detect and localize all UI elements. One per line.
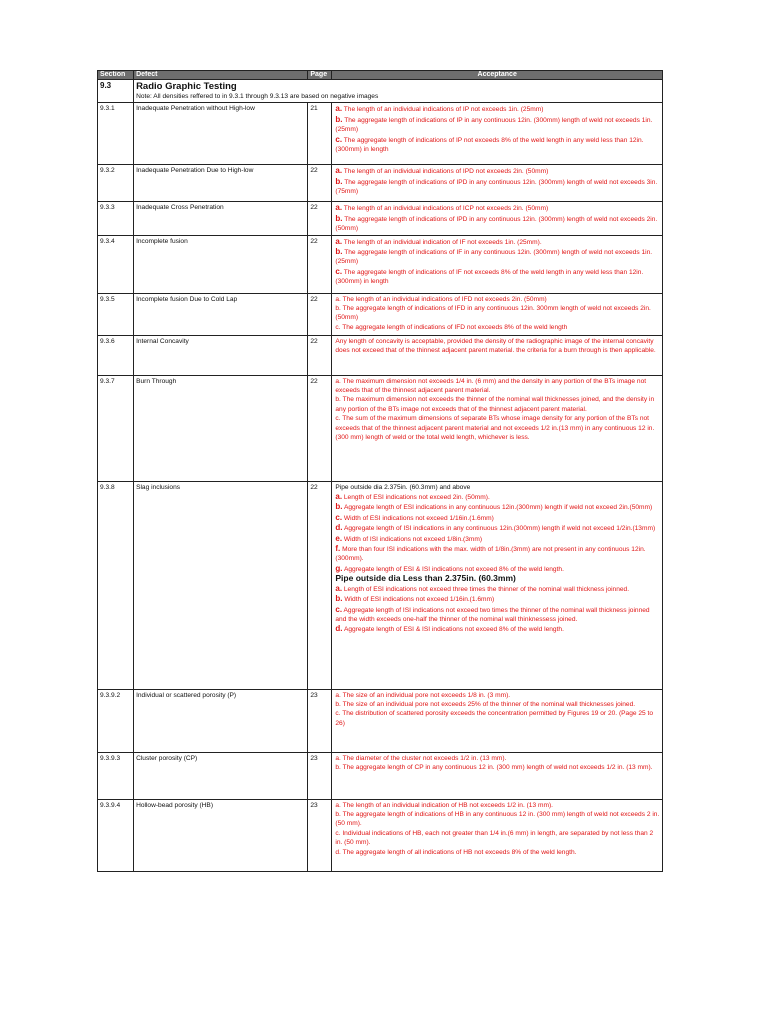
acceptance-criteria [332, 752, 663, 799]
acceptance-criteria [332, 235, 663, 293]
criteria-text: d. The aggregate length of all indications of HB not exceeds 8% of the weld length. [335, 848, 577, 856]
section-number: 9.3.9.3 [98, 752, 134, 799]
section-number: 9.3.3 [98, 202, 134, 235]
criteria-text: c. The distribution of scattered porosity exceeds the concentration permitted by Figures 19 or 20. (Page 25 to 26) [335, 710, 654, 727]
page-number: 22 [308, 293, 332, 335]
criteria-line [335, 337, 660, 356]
defect-name: Cluster porosity (CP) [134, 752, 308, 799]
acceptance-criteria [332, 293, 663, 335]
section-number: 9.3.8 [98, 481, 134, 689]
intro-cell [134, 80, 663, 103]
criteria-letter: a. [335, 236, 343, 246]
criteria-letter: b. [335, 114, 343, 124]
criteria-letter: e. [335, 533, 343, 543]
criteria-letter: c. [335, 512, 343, 522]
criteria-text: Width of ISI indications not exceed 1/8in.(3mm) [342, 535, 483, 543]
header-row [98, 71, 663, 80]
criteria-line [335, 523, 660, 533]
criteria-letter: b. [335, 247, 343, 257]
header-defect: Defect [134, 71, 308, 80]
criteria-letter: c. [335, 134, 343, 144]
criteria-text: The aggregate length of indications of IF in any continuous 12in. (300mm) length of weld not exceeds 1in. (25mm) [335, 249, 653, 266]
criteria-letter: a. [335, 166, 343, 176]
defect-name: Inadequate Penetration without High-low [134, 103, 308, 165]
criteria-line [335, 763, 660, 772]
page-number: 22 [308, 202, 332, 235]
criteria-text: Length of ESI indications not exceed 2in. (50mm). [342, 494, 490, 502]
criteria-line [335, 810, 660, 829]
criteria-text: The length of an individual indications of IPD not exceeds 2in. (50mm) [342, 168, 549, 176]
section-number: 9.3.4 [98, 235, 134, 293]
criteria-line [335, 848, 660, 857]
criteria-letter: b. [335, 594, 343, 604]
page-number: 22 [308, 335, 332, 375]
criteria-text: Aggregate length of ESI indications in any continuous 12in.(300mm) length if weld not exceed 2in.(50mm) [342, 504, 653, 512]
criteria-letter: a. [335, 492, 343, 502]
criteria-text: Aggregate length of ISI indications in any continuous 12in.(300mm) length if weld not exceed 1/2in.(13mm) [342, 525, 656, 533]
criteria-line [335, 304, 660, 323]
defect-name: Individual or scattered porosity (P) [134, 689, 308, 752]
section-number: 9.3.1 [98, 103, 134, 165]
criteria-letter: a. [335, 104, 343, 114]
criteria-letter: d. [335, 624, 343, 634]
acceptance-criteria [332, 202, 663, 235]
criteria-line [335, 754, 660, 763]
criteria-row [98, 375, 663, 481]
criteria-line [335, 295, 660, 304]
criteria-text: a. The length of an individual indications of IFD not exceeds 2in. (50mm) [335, 295, 547, 303]
section-number: 9.3.9.2 [98, 689, 134, 752]
criteria-row [98, 202, 663, 235]
page-number: 22 [308, 481, 332, 689]
intro-row [98, 80, 663, 103]
criteria-row [98, 293, 663, 335]
criteria-text: The aggregate length of indications of IP not exceeds 8% of the weld length in any weld less than 12in. (300mm) in length [335, 136, 644, 154]
acceptance-criteria [332, 103, 663, 165]
criteria-line [335, 624, 660, 634]
criteria-row [98, 481, 663, 689]
intro-title: Radio Graphic Testing [136, 81, 237, 92]
criteria-line [335, 700, 660, 709]
criteria-text: Width of ESI indications not exceed 1/16in.(1.6mm) [342, 514, 494, 522]
criteria-line [335, 203, 660, 213]
criteria-line [335, 502, 660, 512]
criteria-letter: g. [335, 563, 343, 573]
defect-name: Burn Through [134, 375, 308, 481]
criteria-line [335, 323, 660, 332]
acceptance-criteria [332, 165, 663, 202]
intro-note: Note: All densities reffered to in 9.3.1 through 9.3.13 are based on negative images [136, 93, 379, 100]
criteria-letter: b. [335, 213, 343, 223]
criteria-row [98, 799, 663, 871]
criteria-letter: b. [335, 176, 343, 186]
criteria-letter: c. [335, 604, 343, 614]
criteria-row [98, 335, 663, 375]
defect-name: Inadequate Cross Penetration [134, 202, 308, 235]
criteria-lead: Pipe outside dia 2.375in. (60.3mm) and above [335, 483, 471, 491]
defect-name: Slag inclusions [134, 481, 308, 689]
criteria-text: The length of an individual indications of ICP not exceeds 2in. (50mm) [342, 205, 549, 213]
criteria-letter: d. [335, 523, 343, 533]
criteria-line [335, 492, 660, 502]
page-number: 23 [308, 799, 332, 871]
criteria-line [335, 237, 660, 247]
page-number: 21 [308, 103, 332, 165]
page-number: 22 [308, 165, 332, 202]
criteria-line [335, 115, 660, 135]
page-number: 23 [308, 689, 332, 752]
criteria-line [335, 584, 660, 594]
section-number: 9.3.2 [98, 165, 134, 202]
criteria-text: c. The sum of the maximum dimensions of separate BTs whose image density for any portion of the BTs not exceeds that of the thinnest adjacent parent material and not exceeds 1/2 in.(13 mm) in any continuous 12 in. (300 mm) length of weld or the total weld length, whichever is less. [335, 415, 655, 442]
criteria-row [98, 235, 663, 293]
criteria-text: Length of ESI indications not exceed three times the thinner of the nominal wall thickness joinned. [342, 585, 630, 593]
criteria-line [335, 534, 660, 544]
criteria-letter: a. [335, 583, 343, 593]
criteria-line [335, 544, 660, 564]
defect-name: Hollow-bead porosity (HB) [134, 799, 308, 871]
criteria-text: b. The aggregate length of indications of IFD in any continuous 12in. 300mm length of weld not exceeds 2in. (50mm) [335, 305, 651, 322]
criteria-text: b. The aggregate length of indications of HB in any continuous 12 in. (300 mm) length of weld not exceeds 2 in. (50 mm). [335, 811, 660, 828]
criteria-row [98, 752, 663, 799]
criteria-line [335, 377, 660, 396]
criteria-line [335, 829, 660, 848]
page-number: 23 [308, 752, 332, 799]
criteria-letter: b. [335, 502, 343, 512]
criteria-text: Width of ESI indications not exceed 1/16in.(1.6mm) [342, 596, 495, 604]
criteria-letter: a. [335, 203, 343, 213]
acceptance-criteria [332, 799, 663, 871]
defect-name: Incomplete fusion [134, 235, 308, 293]
criteria-text: c. The aggregate length of indications of IFD not exceeds 8% of the weld length [335, 323, 568, 331]
criteria-text: The aggregate length of indications of IPD in any continuous 12in. (300mm) length of weld not exceeds 3in.(75mm) [335, 178, 658, 196]
section-number: 9.3.7 [98, 375, 134, 481]
criteria-text: Aggregate length of ESI & ISI indications not exceed 8% of the weld length. [342, 565, 564, 573]
criteria-row [98, 689, 663, 752]
defect-name: Internal Concavity [134, 335, 308, 375]
criteria-text: b. The size of an individual pore not exceeds 25% of the thinner of the nominal wall thicknesses joined. [335, 701, 636, 709]
criteria-row [98, 103, 663, 165]
criteria-text: a. The length of an individual indication of HB not exceeds 1/2 in. (13 mm). [335, 801, 553, 809]
criteria-text: a. The maximum dimension not exceeds 1/4 in. (6 mm) and the density in any portion of the BTs image not exceeds that of the thinnest adjacent parent material. [335, 377, 647, 395]
criteria-text: Any length of concavity is acceptable, provided the density of the radiographic image of the internal concavity does not exceed that of the thinnest adjacent parent material. the criteria for a burn through is then applicable. [335, 337, 656, 355]
header-section: Section [98, 71, 134, 80]
criteria-line [335, 104, 660, 114]
criteria-text: c. Individual indications of HB, each not greater than 1/4 in.(6 mm) in length, are separated by not less than 2 in. (50 mm). [335, 829, 654, 847]
criteria-line [335, 267, 660, 287]
page-number: 22 [308, 235, 332, 293]
criteria-line [335, 177, 660, 197]
criteria-line [335, 166, 660, 176]
criteria-text: Aggregate length of ISI indications not exceed two times the thinner of the nominal wall thickness joinned and the width exceeds one-half the thinner of the nominal wall thinknessess joined. [335, 606, 650, 623]
header-acceptance: Acceptance [332, 71, 663, 80]
intro-section-number: 9.3 [98, 80, 134, 103]
criteria-line [335, 214, 660, 234]
section-number: 9.3.9.4 [98, 799, 134, 871]
criteria-line [335, 709, 660, 728]
criteria-line [335, 594, 660, 604]
criteria-text: The aggregate length of indications of IF not exceeds 8% of the weld length in any weld less than 12in. (300mm) in length [335, 268, 644, 286]
criteria-text: The length of an individual indications of IP not exceeds 1in. (25mm) [342, 106, 544, 114]
criteria-subheading: Pipe outside dia Less than 2.375in. (60.3mm) [335, 573, 516, 584]
acceptance-criteria [332, 689, 663, 752]
criteria-row [98, 165, 663, 202]
criteria-line [335, 605, 660, 625]
criteria-line [335, 513, 660, 523]
criteria-line [335, 395, 660, 414]
criteria-line [335, 414, 660, 442]
section-number: 9.3.5 [98, 293, 134, 335]
criteria-text: The aggregate length of indications of IPD in any continuous 12in. (300mm) length of weld not exceeds 2in.(50mm) [335, 215, 658, 233]
acceptance-criteria [332, 481, 663, 689]
defect-name: Incomplete fusion Due to Cold Lap [134, 293, 308, 335]
criteria-text: The aggregate length of indications of IP in any continuous 12in. (300mm) length of weld not exceeds 1in.(25mm) [335, 116, 653, 134]
criteria-text: b. The maximum dimension not exceeds the thinner of the nominal wall thicknesses joined, and the density in any portion of the BTs image not exceeds that of the thinnest adjacent parent material. [335, 396, 655, 413]
acceptance-criteria-sheet [97, 70, 663, 872]
acceptance-table [97, 70, 663, 872]
criteria-letter: c. [335, 266, 343, 276]
criteria-text: b. The aggregate length of CP in any continuous 12 in. (300 mm) length of weld not exceeds 1/2 in. (13 mm). [335, 764, 653, 772]
acceptance-criteria [332, 335, 663, 375]
criteria-text: a. The diameter of the cluster not exceeds 1/2 in. (13 mm). [335, 754, 507, 762]
page-number: 22 [308, 375, 332, 481]
criteria-text: Aggregate length of ESI & ISI indications not exceed 8% of the weld length. [342, 626, 564, 634]
section-number: 9.3.6 [98, 335, 134, 375]
defect-name: Inadequate Penetration Due to High-low [134, 165, 308, 202]
criteria-letter: f. [335, 544, 341, 554]
criteria-line [335, 691, 660, 700]
criteria-text: a. The size of an individual pore not exceeds 1/8 in. (3 mm). [335, 691, 511, 699]
criteria-text: More than four ISI indications with the max. width of 1/8in.(3mm) are not present in any continuous 12in.(300mm). [335, 546, 646, 563]
criteria-line [335, 247, 660, 267]
criteria-line [335, 135, 660, 155]
acceptance-criteria [332, 375, 663, 481]
header-page: Page [308, 71, 332, 80]
criteria-text: The length of an individual indication of IF not exceeds 1in. (25mm). [342, 238, 542, 246]
criteria-line [335, 801, 660, 810]
